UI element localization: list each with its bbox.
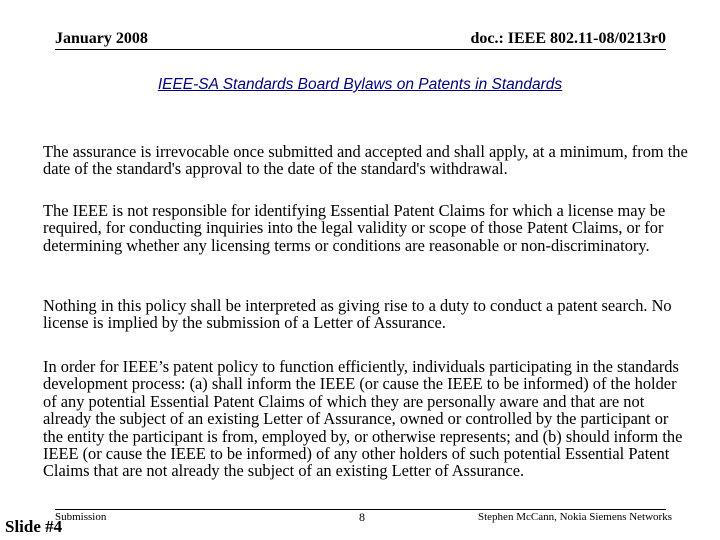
footer-submission: Submission	[55, 511, 107, 523]
footer-page-number: 8	[359, 510, 365, 524]
paragraph-participant-obligations: In order for IEEE’s patent policy to function efficiently, individuals participating in the standards development process: (a) shall inform the IEEE (or cause the IEEE to be informed) of the holder of any potential Essential Patent Claims of which they are personally aware and that are not already the subject of an existing Letter of Assurance, owned or controlled by the participant or the entity the participant is from, employed by, or otherwise represents; and (b) should inform the IEEE (or cause the IEEE to be informed) of any other holders of such potential Essential Patent Claims that are not already the subject of an existing Letter of Assurance.	[43, 357, 683, 481]
paragraph-no-duty: Nothing in this policy shall be interpreted as giving rise to a duty to conduct a patent search. No license is implied by the submission of a Letter of Assurance.	[43, 296, 672, 333]
slide-number: Slide #4	[5, 517, 63, 536]
paragraph-assurance: The assurance is irrevocable once submitted and accepted and shall apply, at a minimum, from the date of the standard's approval to the date of the standard's withdrawal.	[43, 142, 688, 179]
footer-author: Stephen McCann, Nokia Siemens Networks	[478, 511, 672, 523]
paragraph-responsibility: The IEEE is not responsible for identifying Essential Patent Claims for which a license may be required, for conducting inquiries into the legal validity or scope of those Patent Claims, or for determining whether any licensing terms or conditions are reasonable or non-discriminatory.	[43, 201, 666, 255]
header-date: January 2008	[55, 30, 148, 47]
slide-title: IEEE-SA Standards Board Bylaws on Patents in Standards	[157, 76, 563, 93]
header-doc-id: doc.: IEEE 802.11-08/0213r0	[470, 30, 666, 47]
header-rule	[55, 49, 666, 50]
